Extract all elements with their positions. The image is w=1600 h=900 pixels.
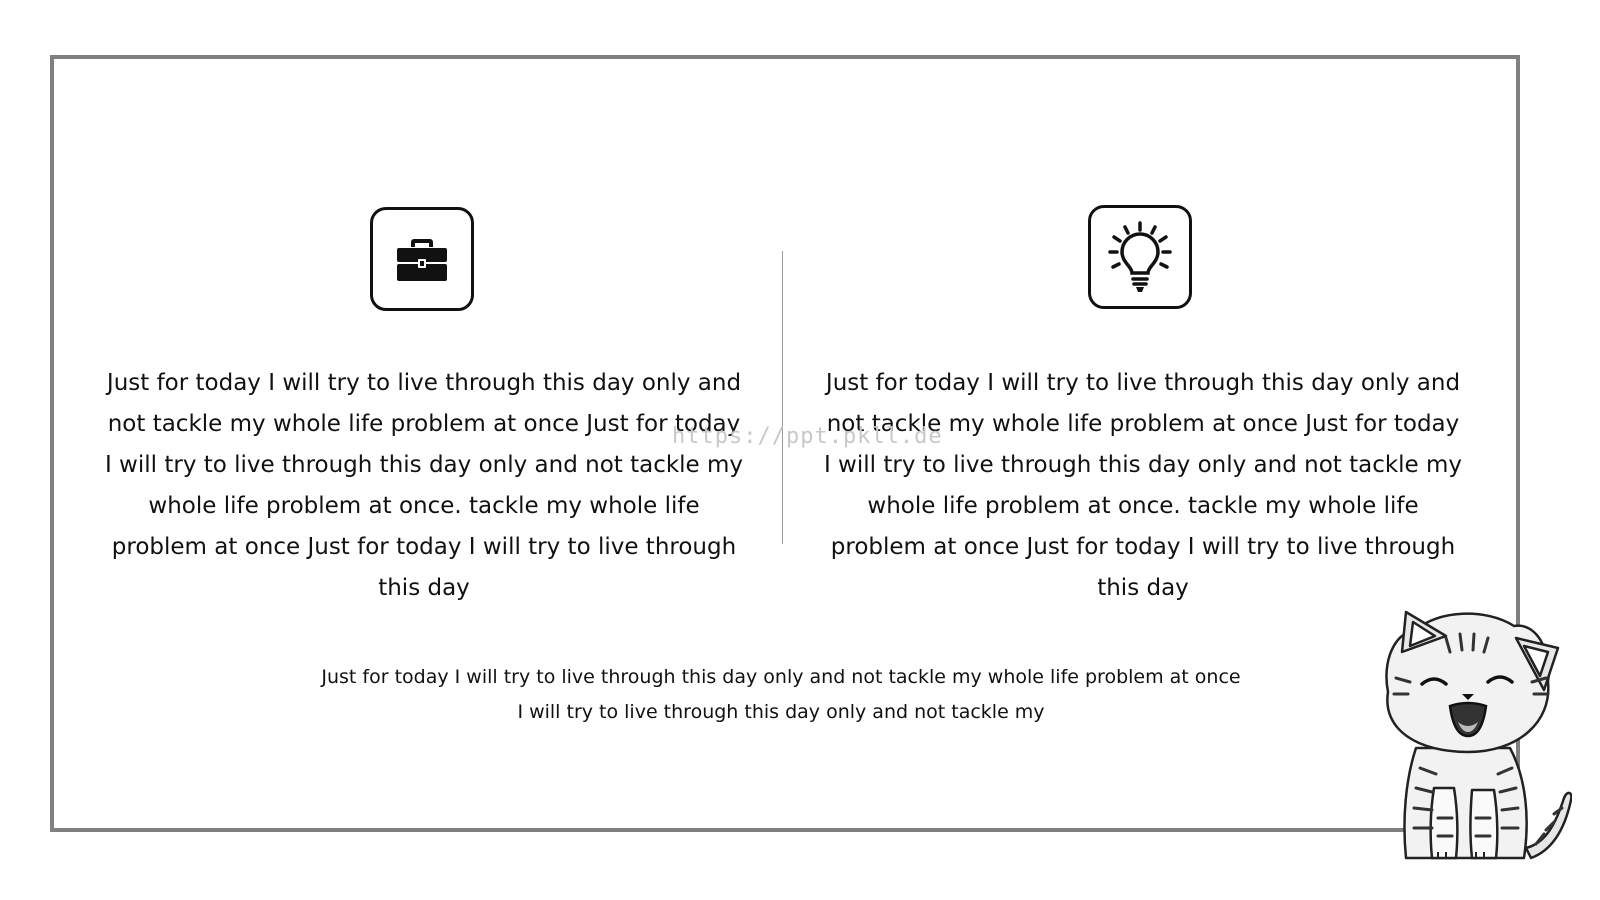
lightbulb-icon-box — [1088, 205, 1192, 309]
cartoon-kitten-icon — [1376, 608, 1572, 866]
right-column-text: Just for today I will try to live through this day only and not tackle my whole life problem at once Just for today I will try to live through this day only and not tackle my whole life problem at once. tackle my whole life problem at once Just for today I will try to live through this day — [823, 370, 1463, 601]
briefcase-icon-box — [370, 207, 474, 311]
watermark-text: https://ppt.pkll.de — [672, 424, 943, 449]
lightbulb-icon — [1102, 219, 1178, 295]
column-divider — [782, 251, 783, 544]
left-column-text: Just for today I will try to live through this day only and not tackle my whole life problem at once Just for today I will try to live through this day only and not tackle my whole life problem at once. tackle my whole life problem at once Just for today I will try to live through this day — [104, 370, 744, 601]
bottom-caption-text: Just for today I will try to live through this day only and not tackle my whole life problem at once I will try to live through this day only and not tackle my — [321, 666, 1241, 723]
briefcase-icon — [396, 235, 448, 283]
